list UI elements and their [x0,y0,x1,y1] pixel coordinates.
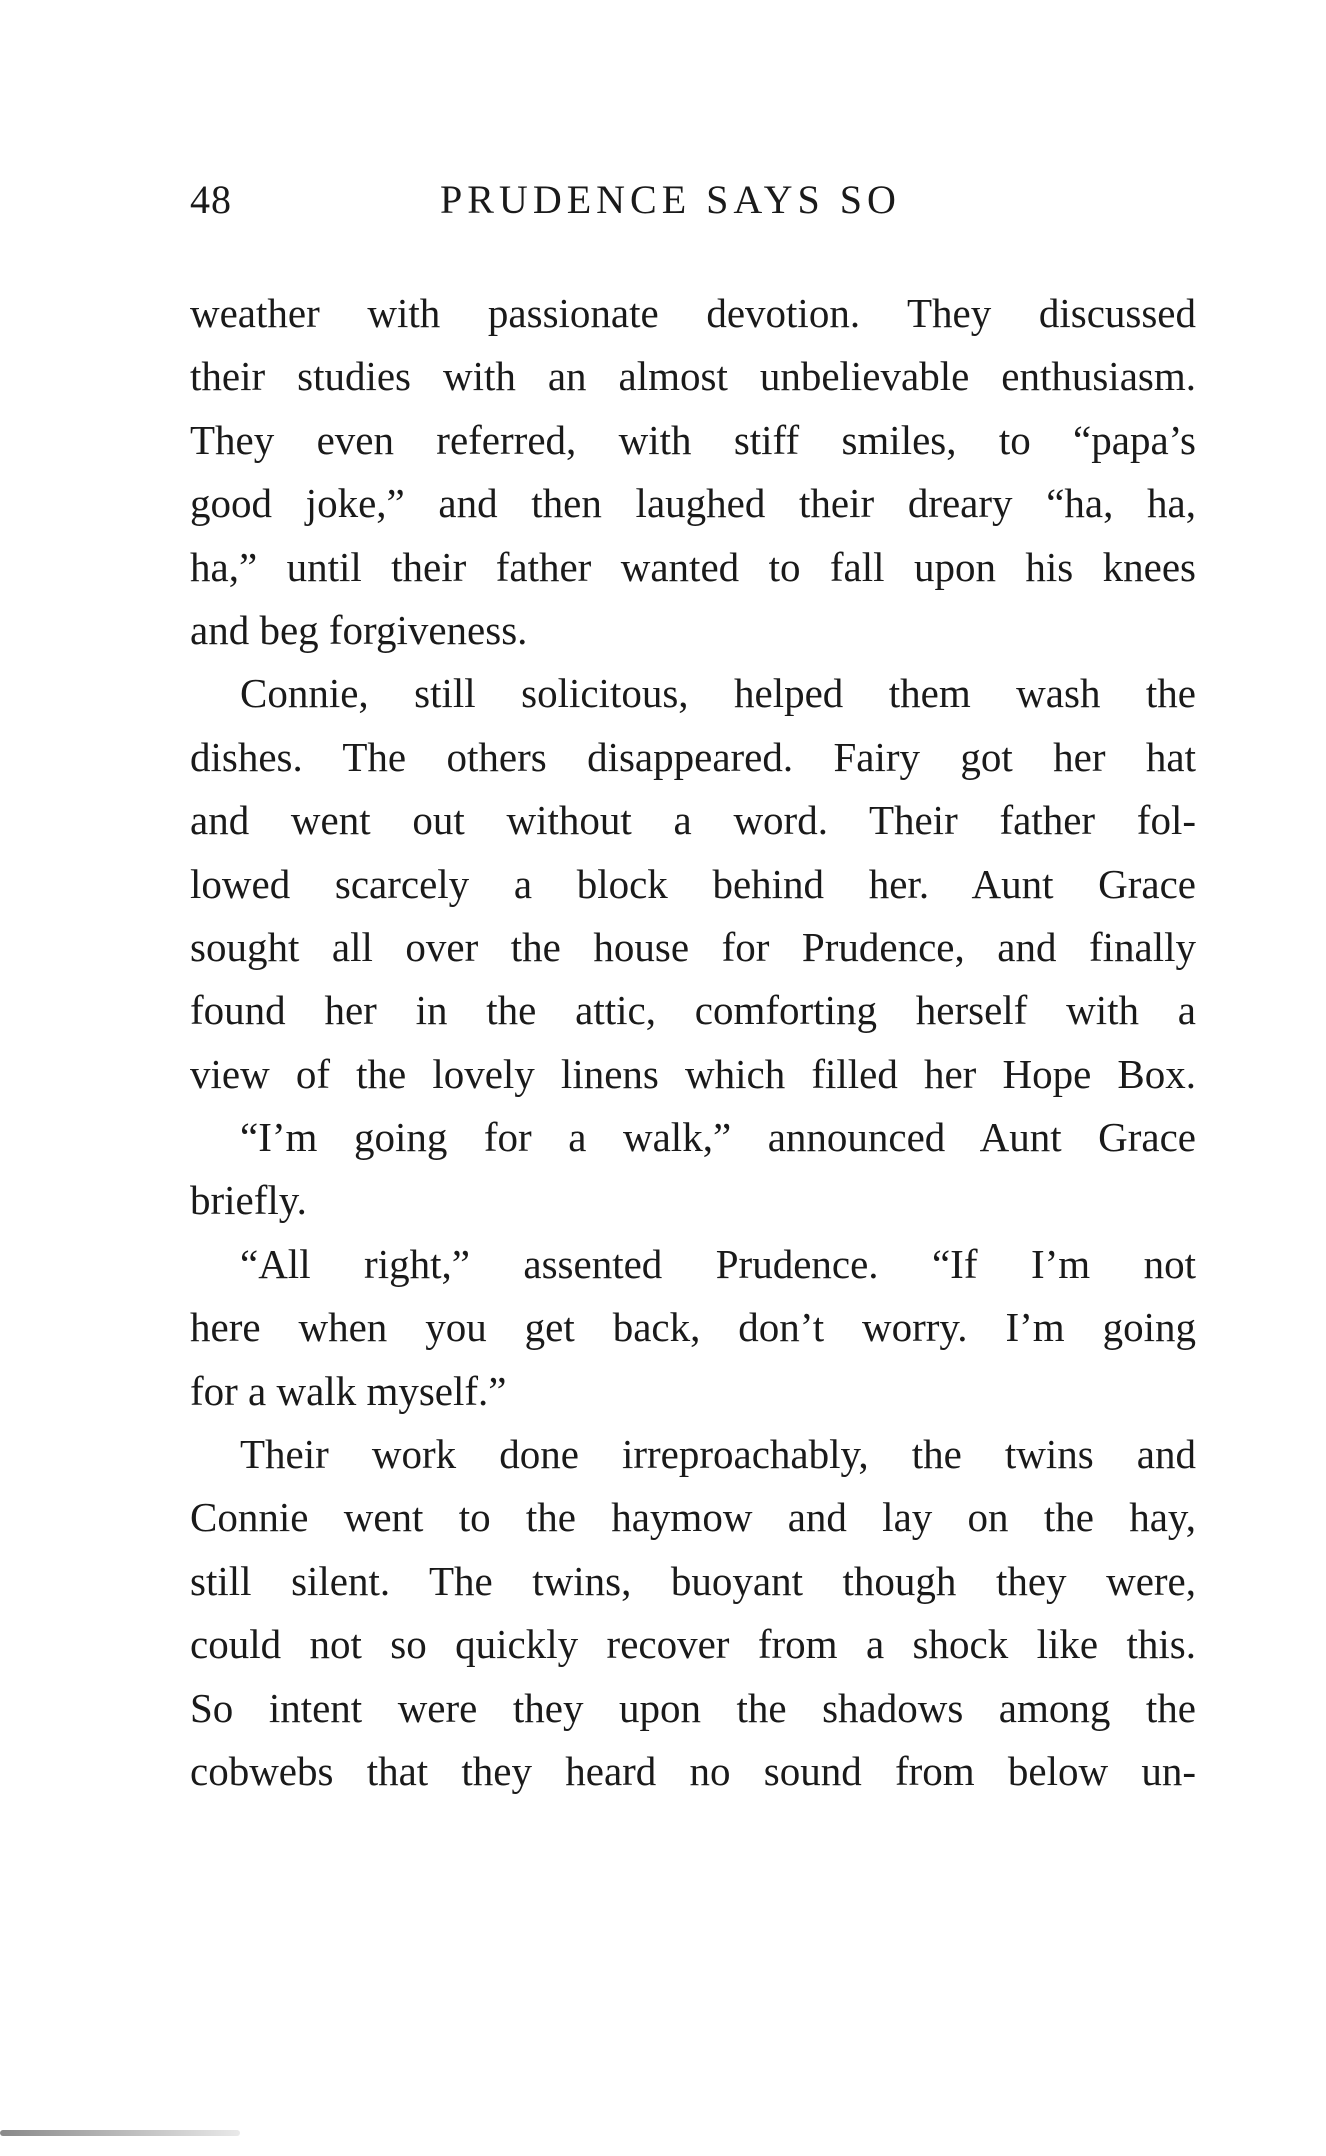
text-line: Their work done irreproachably, the twins and [240,1431,1196,1478]
text-line: their studies with an almost unbelievable enthusiasm. [190,353,1196,400]
text-line: They even referred, with stiff smiles, to “papa’s [190,416,1196,463]
text-line: cobwebs that they heard no sound from below un- [190,1747,1196,1794]
text-line: and went out without a word. Their father fol- [190,797,1196,844]
text-line: for a walk myself.” [190,1367,507,1414]
text-line: Connie went to the haymow and lay on the hay, [190,1494,1196,1541]
text-line: Connie, still solicitous, helped them wash the [240,670,1196,717]
running-head [190,176,1200,236]
text-line: “All right,” assented Prudence. “If I’m not [240,1240,1196,1287]
body-text [190,282,1196,1803]
text-line: ha,” until their father wanted to fall upon his knees [190,543,1196,590]
running-title: PRUDENCE SAYS SO [440,177,901,222]
page-number: 48 [190,177,232,222]
text-line: lowed scarcely a block behind her. Aunt Grace [190,860,1196,907]
text-line: sought all over the house for Prudence, and finally [190,923,1196,970]
text-line: “I’m going for a walk,” announced Aunt Grace [240,1114,1196,1161]
text-line: dishes. The others disappeared. Fairy got her hat [190,733,1196,780]
text-line: here when you get back, don’t worry. I’m going [190,1304,1196,1351]
text-line: and beg forgiveness. [190,606,528,653]
text-line: view of the lovely linens which filled her Hope Box. [190,1050,1196,1097]
text-line: found her in the attic, comforting herself with a [190,987,1196,1034]
text-line: briefly. [190,1177,307,1224]
text-line: So intent were they upon the shadows among the [190,1684,1196,1731]
text-line: still silent. The twins, buoyant though they were, [190,1557,1196,1604]
text-line: weather with passionate devotion. They discussed [190,290,1196,336]
text-line: could not so quickly recover from a shock like this. [190,1621,1196,1668]
text-line: good joke,” and then laughed their dreary “ha, ha, [190,480,1196,527]
scan-smudge [0,2130,240,2136]
